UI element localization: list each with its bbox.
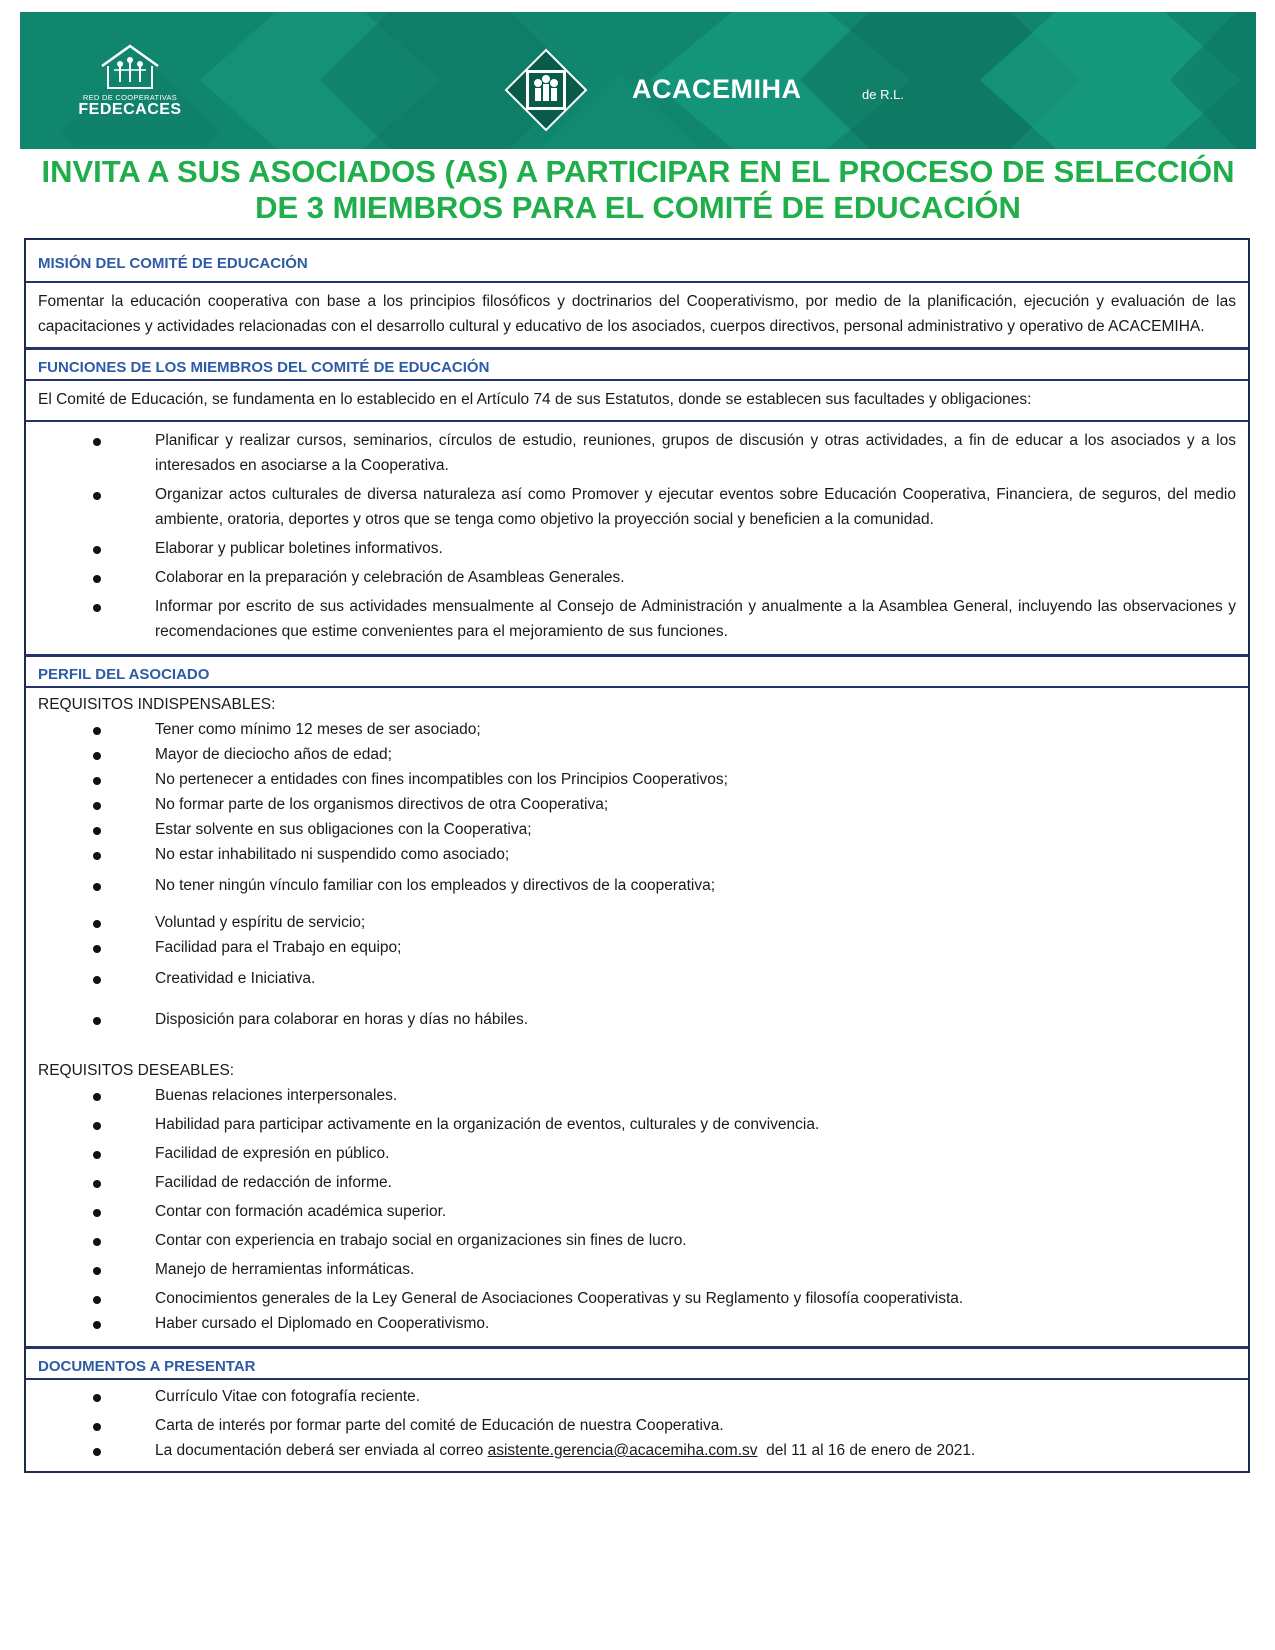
content-table	[24, 238, 1250, 1473]
bullet-icon	[93, 1180, 101, 1188]
bullet-icon	[93, 1296, 101, 1304]
bullet-icon	[93, 920, 101, 928]
bullet-icon	[93, 945, 101, 953]
list-item: Manejo de herramientas informáticas.	[26, 1257, 1248, 1282]
section-title-perfil: PERFIL DEL ASOCIADO	[26, 654, 1248, 688]
section-title-mision: MISIÓN DEL COMITÉ DE EDUCACIÓN	[26, 240, 1248, 283]
bullet-icon	[93, 1423, 101, 1431]
list-item: Estar solvente en sus obligaciones con la Cooperativa;	[26, 817, 1248, 842]
list-item: No tener ningún vínculo familiar con los empleados y directivos de la cooperativa;	[26, 873, 1248, 898]
list-item: Creatividad e Iniciativa.	[26, 966, 1248, 991]
list-item: Disposición para colaborar en horas y días no hábiles.	[26, 1007, 1248, 1032]
bullet-icon	[93, 827, 101, 835]
fedecaces-house-icon	[98, 42, 162, 92]
bullet-icon	[93, 727, 101, 735]
bullet-icon	[93, 1151, 101, 1159]
section-title-documentos: DOCUMENTOS A PRESENTAR	[26, 1346, 1248, 1380]
fedecaces-network-text: RED DE COOPERATIVAS	[82, 93, 178, 102]
list-item: No pertenecer a entidades con fines incompatibles con los Principios Cooperativos;	[26, 767, 1248, 792]
indispensables-list	[26, 717, 1248, 1032]
list-item: Currículo Vitae con fotografía reciente.	[26, 1384, 1248, 1409]
list-item: Voluntad y espíritu de servicio;	[26, 910, 1248, 935]
bullet-icon	[93, 438, 101, 446]
list-item: Facilidad de redacción de informe.	[26, 1170, 1248, 1195]
list-item: Contar con formación académica superior.	[26, 1199, 1248, 1224]
list-item: Carta de interés por formar parte del comité de Educación de nuestra Cooperativa.	[26, 1413, 1248, 1438]
bullet-icon	[93, 777, 101, 785]
bullet-icon	[93, 752, 101, 760]
acacemiha-name: ACACEMIHA	[632, 74, 802, 104]
list-item	[26, 1438, 1248, 1463]
bullet-icon	[93, 1017, 101, 1025]
bullet-icon	[93, 575, 101, 583]
bullet-icon	[93, 1122, 101, 1130]
bullet-icon	[93, 546, 101, 554]
bullet-icon	[93, 852, 101, 860]
list-item: Informar por escrito de sus actividades mensualmente al Consejo de Administración y anualmente a la Asamblea General, incluyendo las observaciones y recomendaciones que estime convenientes para el mejoramiento de sus funciones.	[26, 594, 1248, 644]
headline-line-2: DE 3 MIEMBROS PARA EL COMITÉ DE EDUCACIÓN	[255, 190, 1021, 225]
bullet-icon	[93, 604, 101, 612]
list-item: Buenas relaciones interpersonales.	[26, 1083, 1248, 1108]
bullet-icon	[93, 1448, 101, 1456]
header-banner	[20, 12, 1256, 149]
list-item: Conocimientos generales de la Ley General de Asociaciones Cooperativas y su Reglamento y filosofía cooperativista.	[26, 1286, 1248, 1311]
bullet-icon	[93, 1209, 101, 1217]
list-item: Haber cursado el Diplomado en Cooperativismo.	[26, 1311, 1248, 1336]
funciones-intro: El Comité de Educación, se fundamenta en lo establecido en el Artículo 74 de sus Estatutos, donde se establecen sus facultades y obligaciones:	[26, 381, 1248, 422]
bullet-icon	[93, 1093, 101, 1101]
indispensables-label: REQUISITOS INDISPENSABLES:	[38, 696, 276, 713]
bullet-icon	[93, 1394, 101, 1402]
bullet-icon	[93, 492, 101, 500]
list-item: Facilidad de expresión en público.	[26, 1141, 1248, 1166]
bullet-icon	[93, 1238, 101, 1246]
list-item: Organizar actos culturales de diversa naturaleza así como Promover y ejecutar eventos sobre Educación Cooperativa, Financiera, de seguros, del medio ambiente, oratoria, deportes y otros que se tenga como objetivo la proyección social y beneficien a la comunidad.	[26, 482, 1248, 532]
bullet-icon	[93, 1267, 101, 1275]
acacemiha-logo-icon	[504, 48, 588, 132]
documentos-last-prefix: La documentación deberá ser enviada al correo	[155, 1442, 484, 1459]
bullet-icon	[93, 802, 101, 810]
email-link[interactable]: asistente.gerencia@acacemiha.com.sv	[487, 1442, 758, 1459]
list-item: Contar con experiencia en trabajo social en organizaciones sin fines de lucro.	[26, 1228, 1248, 1253]
list-item: No estar inhabilitado ni suspendido como asociado;	[26, 842, 1248, 867]
list-item: Facilidad para el Trabajo en equipo;	[26, 935, 1248, 960]
fedecaces-logo	[60, 42, 200, 132]
deseables-label: REQUISITOS DESEABLES:	[38, 1062, 235, 1079]
bullet-icon	[93, 1321, 101, 1329]
documentos-last-suffix: del 11 al 16 de enero de 2021.	[766, 1442, 976, 1459]
headline-line-1: INVITA A SUS ASOCIADOS (AS) A PARTICIPAR EN EL PROCESO DE SELECCIÓN	[41, 154, 1235, 189]
list-item: Elaborar y publicar boletines informativos.	[26, 536, 1248, 561]
bullet-icon	[93, 976, 101, 984]
funciones-list	[26, 422, 1248, 654]
acacemiha-suffix: de R.L.	[862, 87, 904, 102]
list-item: No formar parte de los organismos directivos de otra Cooperativa;	[26, 792, 1248, 817]
list-item: Mayor de dieciocho años de edad;	[26, 742, 1248, 767]
list-item: Tener como mínimo 12 meses de ser asociado;	[26, 717, 1248, 742]
list-item: Planificar y realizar cursos, seminarios, círculos de estudio, reuniones, grupos de discusión y otras actividades, a fin de educar a los asociados y a los interesados en asociarse a la Cooperativa.	[26, 428, 1248, 478]
deseables-list	[26, 1083, 1248, 1346]
page-headline	[20, 154, 1256, 226]
mision-text: Fomentar la educación cooperativa con base a los principios filosóficos y doctrinarios del Cooperativismo, por medio de la planificación, ejecución y evaluación de las capacitaciones y actividades relacionadas con el desarrollo cultural y educativo de los asociados, cuerpos directivos, personal administrativo y operativo de ACACEMIHA.	[38, 293, 1236, 335]
list-item: Colaborar en la preparación y celebración de Asambleas Generales.	[26, 565, 1248, 590]
section-title-funciones: FUNCIONES DE LOS MIEMBROS DEL COMITÉ DE EDUCACIÓN	[26, 347, 1248, 381]
bullet-icon	[93, 883, 101, 891]
fedecaces-name: FEDECACES	[78, 101, 182, 118]
list-item: Habilidad para participar activamente en la organización de eventos, culturales y de convivencia.	[26, 1112, 1248, 1137]
documentos-list	[26, 1380, 1248, 1471]
